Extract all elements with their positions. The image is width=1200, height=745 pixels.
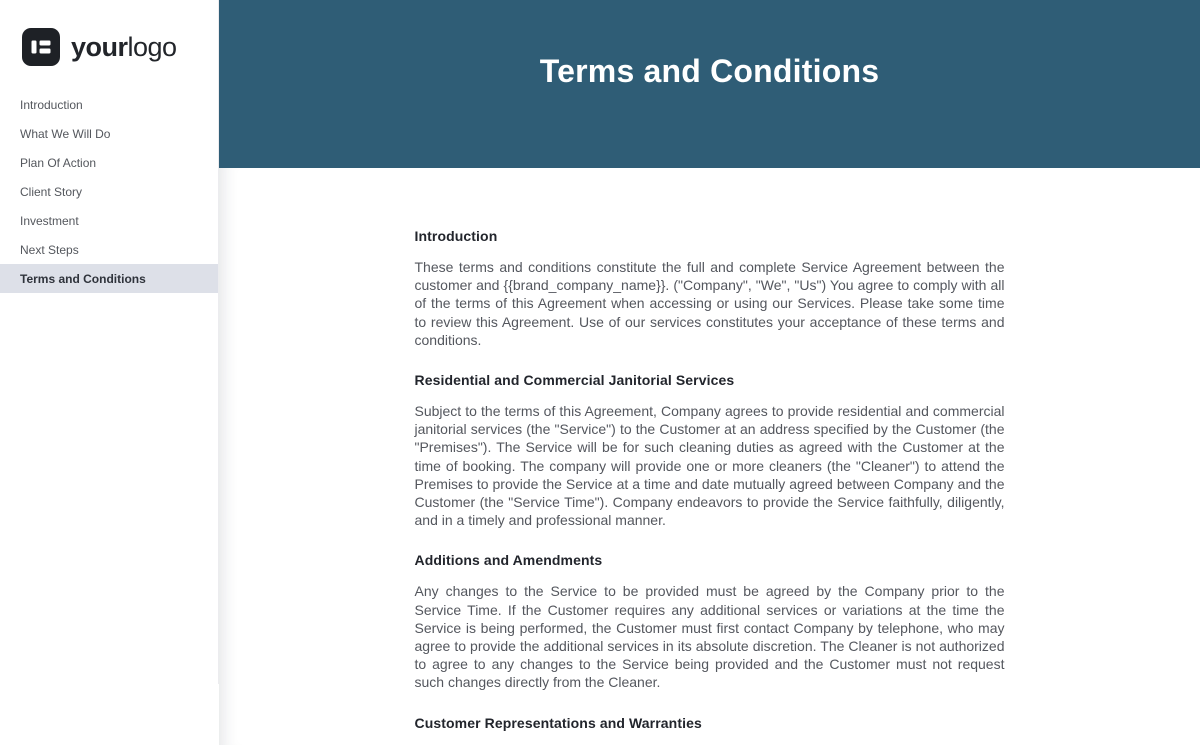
document-column <box>415 228 1005 731</box>
logo-text-light: logo <box>127 31 177 62</box>
sidebar-item-client-story[interactable]: Client Story <box>20 184 83 199</box>
section-paragraph: These terms and conditions constitute the full and complete Service Agreement between the customer and {{brand_company_name}}. ("Company", "We", "Us") You agree to comply with all of the terms of this Agreement when accessing or using our Services. Please take some time to review this Agreement. Use of our services constitutes your acceptance of these terms and conditions. <box>414 259 1005 348</box>
doc-section-customer-representations <box>415 715 1005 731</box>
sidebar <box>0 0 219 684</box>
logo-text <box>71 31 177 62</box>
section-paragraph: Subject to the terms of this Agreement, Company agrees to provide residential and commercial janitorial services (the "Service") to the Customer at an address specified by the Customer (the "Premises"). The Service will be for such cleaning duties as agreed with the Customer at the time of booking. The company will provide one or more cleaners (the "Cleaner") to attend the Premises to provide the Service at a time and date mutually agreed between Company and the Customer (the "Service Time"). Company endeavors to provide the Service faithfully, diligently, and in a timely and professional manner. <box>414 403 1005 529</box>
main-content <box>219 0 1200 731</box>
doc-section-janitorial-services <box>415 372 1005 529</box>
logo-text-bold: your <box>71 31 128 62</box>
sidebar-item-introduction[interactable]: Introduction <box>20 97 83 112</box>
section-paragraph: Any changes to the Service to be provided must be agreed by the Company prior to the Service Time. If the Customer requires any additional services or variations at the time the Service is being performed, the Customer must first contact Company by telephone, who may agree to provide the additional services in its absolute discretion. The Cleaner is not authorized to agree to any changes to the Service being provided and the Customer must not request such changes directly from the Cleaner. <box>414 583 1005 691</box>
logo[interactable] <box>0 0 218 66</box>
sidebar-item-what-we-will-do[interactable]: What We Will Do <box>20 126 111 141</box>
sidebar-item-plan-of-action[interactable]: Plan Of Action <box>20 155 97 170</box>
section-heading: Introduction <box>414 228 498 244</box>
doc-section-introduction <box>415 228 1005 349</box>
section-banner <box>219 0 1200 168</box>
sidebar-item-investment[interactable]: Investment <box>20 213 79 228</box>
sidebar-nav <box>0 90 218 293</box>
doc-section-additions-amendments <box>415 552 1005 691</box>
sidebar-item-next-steps[interactable]: Next Steps <box>20 242 79 257</box>
logo-icon <box>22 28 60 66</box>
sidebar-item-terms-and-conditions[interactable]: Terms and Conditions <box>0 264 218 293</box>
document-body <box>219 168 1200 745</box>
section-heading: Residential and Commercial Janitorial Services <box>414 372 735 389</box>
page-title: Terms and Conditions <box>539 53 880 89</box>
section-heading: Additions and Amendments <box>414 552 603 569</box>
section-heading: Customer Representations and Warranties <box>414 714 702 731</box>
